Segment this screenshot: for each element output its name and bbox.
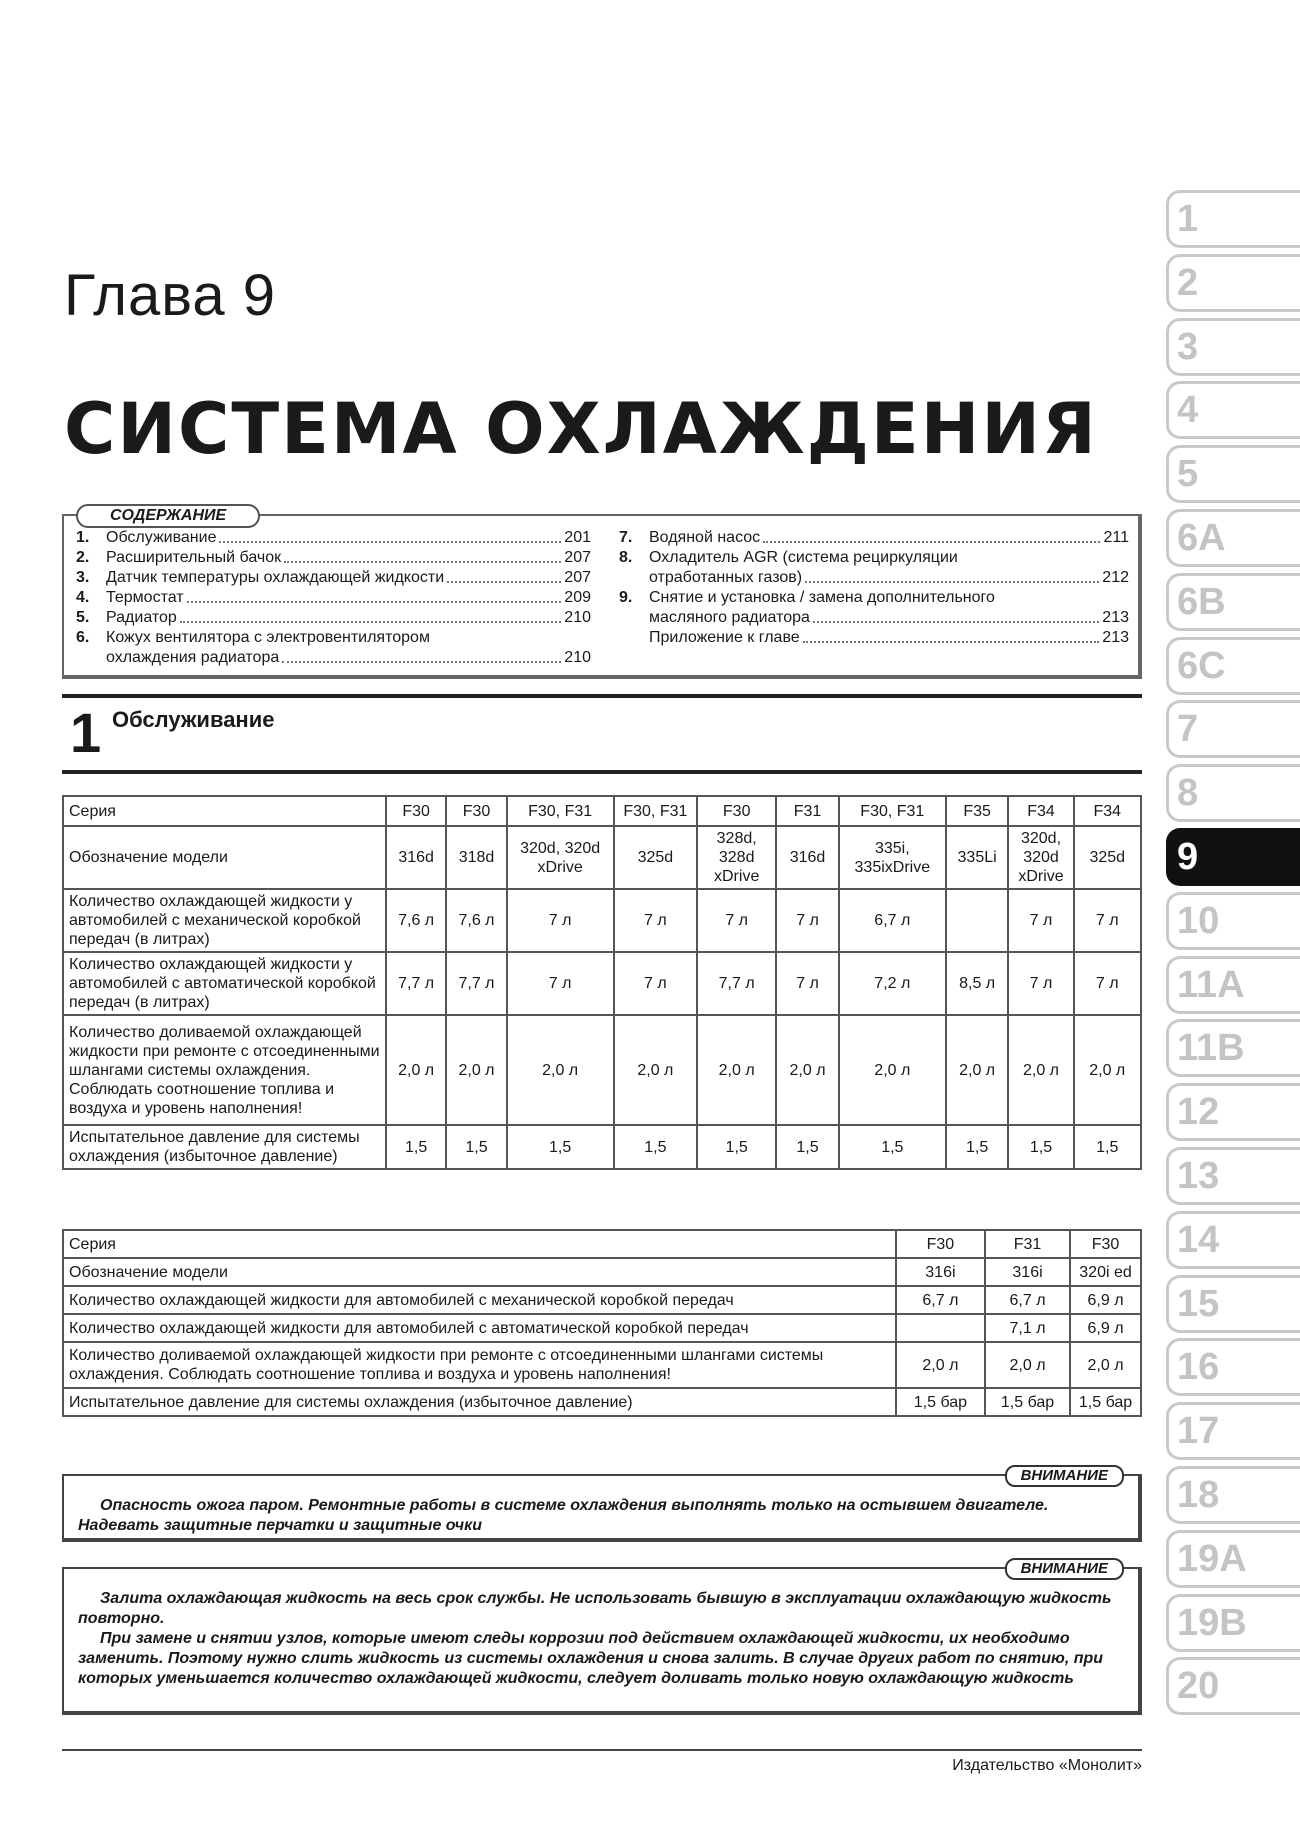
contents-line-label: Охладитель AGR (система рециркуляции [649, 549, 958, 566]
contents-item-text [106, 548, 591, 568]
table-cell: 6,7 л [896, 1286, 985, 1314]
contents-item-number: 2. [76, 549, 90, 566]
table-row [63, 1125, 1141, 1169]
table-row-label: Количество охлаждающей жидкости для автомобилей с автоматической коробкой передач [63, 1314, 896, 1342]
table-cell: 7 л [507, 952, 614, 1015]
contents-line-label: Датчик температуры охлаждающей жидкости [106, 569, 445, 586]
table-cell: 7,2 л [839, 952, 946, 1015]
chapter-tab-3[interactable]: 3 [1166, 318, 1300, 376]
contents-item-text [106, 608, 591, 628]
contents-tag: СОДЕРЖАНИЕ [76, 504, 260, 528]
table-cell: 7,6 л [446, 889, 506, 952]
table-row [63, 1286, 1141, 1314]
table-row-label: Испытательное давление для системы охлаждения (избыточное давление) [63, 1125, 386, 1169]
table-cell: 7 л [776, 889, 839, 952]
table-row [63, 1015, 1141, 1125]
table-cell: 7,7 л [446, 952, 506, 1015]
table-cell: 335Li [946, 826, 1009, 889]
chapter-tab-9[interactable]: 9 [1166, 828, 1300, 886]
table-cell: 6,9 л [1070, 1314, 1141, 1342]
contents-item [619, 528, 1129, 548]
table-cell: F30 [896, 1230, 985, 1258]
table-row-label: Испытательное давление для системы охлаждения (избыточное давление) [63, 1388, 896, 1416]
contents-leader-dots [282, 648, 561, 663]
contents-item-text [106, 588, 591, 608]
table-cell: F30, F31 [839, 796, 946, 826]
section-title: Обслуживание [112, 707, 275, 732]
contents-page-number: 210 [564, 649, 591, 666]
contents-line [649, 548, 1129, 568]
footer-rule [62, 1749, 1142, 1751]
contents-page-number: 213 [1102, 629, 1129, 646]
table-cell: 1,5 [1008, 1125, 1073, 1169]
contents-item-number: 9. [619, 589, 633, 606]
warning-tag: ВНИМАНИЕ [1005, 1465, 1124, 1487]
table-cell: 335i, 335ixDrive [839, 826, 946, 889]
chapter-tab-11a[interactable]: 11A [1166, 956, 1300, 1014]
contents-line [649, 608, 1129, 628]
chapter-tab-10[interactable]: 10 [1166, 892, 1300, 950]
contents-item-number: 4. [76, 589, 90, 606]
table-cell: 1,5 бар [1070, 1388, 1141, 1416]
contents-leader-dots [180, 608, 561, 623]
contents-item-number: 8. [619, 549, 633, 566]
table-cell: 6,7 л [985, 1286, 1070, 1314]
chapter-tab-16[interactable]: 16 [1166, 1338, 1300, 1396]
chapter-tab-19b[interactable]: 19B [1166, 1594, 1300, 1652]
footer-publisher: Издательство «Монолит» [952, 1757, 1142, 1774]
table-cell: 7 л [614, 889, 698, 952]
contents-item-text [106, 628, 591, 668]
contents-leader-dots [219, 528, 561, 543]
table-cell: F30 [446, 796, 506, 826]
table-cell: 7 л [1074, 889, 1141, 952]
table-cell: 7 л [1074, 952, 1141, 1015]
contents-item [76, 608, 591, 628]
contents-page-number: 210 [564, 609, 591, 626]
chapter-tab-12[interactable]: 12 [1166, 1083, 1300, 1141]
warning-box-burn [62, 1467, 1142, 1542]
contents-right-column [619, 528, 1129, 648]
contents-item [76, 528, 591, 548]
warning-tag: ВНИМАНИЕ [1005, 1558, 1124, 1580]
table-cell: 316i [985, 1258, 1070, 1286]
warning-box-coolant [62, 1560, 1142, 1715]
table-cell: 8,5 л [946, 952, 1009, 1015]
table-cell: 2,0 л [946, 1015, 1009, 1125]
chapter-tab-19a[interactable]: 19A [1166, 1530, 1300, 1588]
contents-line-label: Термостат [106, 589, 184, 606]
table-cell: 316d [776, 826, 839, 889]
contents-line [106, 588, 591, 608]
warning-text: При замене и снятии узлов, которые имеют следы коррозии под действием охлаждающей жидкости, их необходимо заменить. Поэтому нужно слить жидкость из системы охлаждения и снова залить. В случае других работ по снятию, при которых уменьшается количество охлаждающей жидкости, следует доливать только новую охлаждающую жидкость [78, 1630, 1104, 1687]
table-cell: 316i [896, 1258, 985, 1286]
table-cell: 2,0 л [1070, 1342, 1141, 1388]
contents-line [106, 568, 591, 588]
table-cell: 2,0 л [776, 1015, 839, 1125]
table-cell: 2,0 л [386, 1015, 446, 1125]
table-row-label: Обозначение модели [63, 1258, 896, 1286]
table-row [63, 796, 1141, 826]
table-cell: 7 л [507, 889, 614, 952]
table-row [63, 1258, 1141, 1286]
table-row-label: Серия [63, 796, 386, 826]
table-cell: 2,0 л [1008, 1015, 1073, 1125]
contents-item-text [649, 588, 1129, 628]
contents-item-number: 5. [76, 609, 90, 626]
table-cell: F35 [946, 796, 1009, 826]
chapter-tab-7[interactable]: 7 [1166, 700, 1300, 758]
table-cell: 2,0 л [446, 1015, 506, 1125]
table-cell: 318d [446, 826, 506, 889]
table-cell: 7,7 л [386, 952, 446, 1015]
table-row-label: Серия [63, 1230, 896, 1258]
table-cell [946, 889, 1009, 952]
table-row-label: Обозначение модели [63, 826, 386, 889]
contents-line-label: охлаждения радиатора [106, 649, 280, 666]
section-rule-bottom [62, 770, 1142, 774]
contents-item [76, 548, 591, 568]
table-cell: F34 [1074, 796, 1141, 826]
warning-text: Залита охлаждающая жидкость на весь срок службы. Не использовать бывшую в эксплуатации охлаждающую жидкость повторно. [78, 1590, 1112, 1627]
spec-table-petrol [62, 1229, 1142, 1417]
warning-text: Опасность ожога паром. Ремонтные работы в системе охлаждения выполнять только на остывшем двигателе. [100, 1497, 1049, 1514]
contents-item-text [106, 528, 591, 548]
contents-line-label: Кожух вентилятора с электровентилятором [106, 629, 430, 646]
chapter-tab-11b[interactable]: 11B [1166, 1019, 1300, 1077]
table-row-label: Количество доливаемой охлаждающей жидкости при ремонте с отсоединенными шлангами системы охлаждения. Соблюдать соотношение топлива и воздуха и уровень наполнения! [63, 1015, 386, 1125]
spec-table-diesel [62, 795, 1142, 1170]
table-cell: 7 л [697, 889, 776, 952]
table-cell: 7,6 л [386, 889, 446, 952]
table-row [63, 889, 1141, 952]
contents-page-number: 213 [1102, 609, 1129, 626]
chapter-tab-17[interactable]: 17 [1166, 1402, 1300, 1460]
table-row [63, 1314, 1141, 1342]
contents-line [106, 608, 591, 628]
table-cell: 325d [614, 826, 698, 889]
table-cell: 6,7 л [839, 889, 946, 952]
chapter-tab-15[interactable]: 15 [1166, 1275, 1300, 1333]
table-cell: 1,5 [946, 1125, 1009, 1169]
contents-item-text [649, 628, 1129, 648]
contents-item-text [106, 568, 591, 588]
table-row-label: Количество охлаждающей жидкости для автомобилей с механической коробкой передач [63, 1286, 896, 1314]
table-cell: 1,5 [386, 1125, 446, 1169]
contents-page-number: 201 [564, 529, 591, 546]
contents-item-number: 7. [619, 529, 633, 546]
contents-item [619, 548, 1129, 588]
contents-item-text [649, 528, 1129, 548]
contents-leader-dots [805, 568, 1099, 583]
table-cell: 2,0 л [697, 1015, 776, 1125]
chapter-label: Глава 9 [64, 263, 277, 328]
contents-box [62, 507, 1142, 679]
contents-leader-dots [187, 588, 562, 603]
contents-line-label: Снятие и установка / замена дополнительного [649, 589, 995, 606]
table-cell: F31 [776, 796, 839, 826]
contents-leader-dots [447, 568, 561, 583]
contents-leader-dots [803, 628, 1100, 643]
contents-page-number: 207 [564, 549, 591, 566]
table-cell: 1,5 бар [896, 1388, 985, 1416]
table-cell: 2,0 л [985, 1342, 1070, 1388]
chapter-tabs [1166, 190, 1300, 1721]
contents-line-label: Приложение к главе [649, 629, 800, 646]
chapter-tab-14[interactable]: 14 [1166, 1211, 1300, 1269]
contents-leader-dots [284, 548, 561, 563]
chapter-tab-2[interactable]: 2 [1166, 254, 1300, 312]
contents-leader-dots [763, 528, 1100, 543]
contents-line [106, 648, 591, 668]
chapter-tab-20[interactable]: 20 [1166, 1657, 1300, 1715]
table-cell: F30, F31 [507, 796, 614, 826]
section-rule-top [62, 694, 1142, 698]
contents-line [649, 588, 1129, 608]
table-row-label: Количество охлаждающей жидкости у автомобилей с автоматической коробкой передач (в литрах) [63, 952, 386, 1015]
contents-item [619, 628, 1129, 648]
table-cell: 2,0 л [896, 1342, 985, 1388]
table-cell: F30 [1070, 1230, 1141, 1258]
table-cell: 320d, 320d xDrive [507, 826, 614, 889]
table-cell: 325d [1074, 826, 1141, 889]
table-cell: 320d, 320d xDrive [1008, 826, 1073, 889]
table-row [63, 826, 1141, 889]
contents-leader-dots [813, 608, 1099, 623]
contents-line [106, 628, 591, 648]
contents-line [649, 628, 1129, 648]
contents-page-number: 212 [1102, 569, 1129, 586]
table-row [63, 1388, 1141, 1416]
table-cell: 1,5 [839, 1125, 946, 1169]
warning-text: Надевать защитные перчатки и защитные очки [78, 1517, 482, 1534]
table-cell: F30 [697, 796, 776, 826]
chapter-tab-13[interactable]: 13 [1166, 1147, 1300, 1205]
table-cell: 1,5 [776, 1125, 839, 1169]
contents-line-label: Водяной насос [649, 529, 761, 546]
table-cell: 1,5 [1074, 1125, 1141, 1169]
chapter-tab-6a[interactable]: 6A [1166, 509, 1300, 567]
table-cell: 316d [386, 826, 446, 889]
contents-line-label: отработанных газов) [649, 569, 803, 586]
contents-line [649, 568, 1129, 588]
contents-item-number: 1. [76, 529, 90, 546]
contents-line [106, 528, 591, 548]
table-cell: 6,9 л [1070, 1286, 1141, 1314]
table-cell [896, 1314, 985, 1342]
contents-line [106, 548, 591, 568]
contents-item [76, 568, 591, 588]
chapter-tab-5[interactable]: 5 [1166, 445, 1300, 503]
table-cell: 7 л [1008, 952, 1073, 1015]
table-cell: 7 л [614, 952, 698, 1015]
table-cell: 1,5 [507, 1125, 614, 1169]
table-cell: F31 [985, 1230, 1070, 1258]
table-cell: 1,5 [697, 1125, 776, 1169]
table-row-label: Количество доливаемой охлаждающей жидкости при ремонте с отсоединенными шлангами системы охлаждения. Соблюдать соотношение топлива и воздуха и уровень наполнения! [63, 1342, 896, 1388]
table-cell: F30 [386, 796, 446, 826]
table-cell: 7 л [1008, 889, 1073, 952]
contents-line [649, 528, 1129, 548]
chapter-tab-4[interactable]: 4 [1166, 381, 1300, 439]
contents-item-text [649, 548, 1129, 588]
contents-item-number: 3. [76, 569, 90, 586]
contents-page-number: 211 [1103, 529, 1129, 546]
table-cell: 1,5 [614, 1125, 698, 1169]
table-row [63, 952, 1141, 1015]
table-cell: 7,1 л [985, 1314, 1070, 1342]
table-cell: 2,0 л [839, 1015, 946, 1125]
chapter-tab-8[interactable]: 8 [1166, 764, 1300, 822]
table-cell: 320i ed [1070, 1258, 1141, 1286]
contents-item [76, 588, 591, 608]
table-cell: 2,0 л [507, 1015, 614, 1125]
contents-line-label: Расширительный бачок [106, 549, 282, 566]
chapter-tab-6c[interactable]: 6C [1166, 637, 1300, 695]
chapter-tab-18[interactable]: 18 [1166, 1466, 1300, 1524]
table-cell: 328d, 328d xDrive [697, 826, 776, 889]
table-cell: 2,0 л [614, 1015, 698, 1125]
table-row-label: Количество охлаждающей жидкости у автомобилей с механической коробкой передач (в литрах) [63, 889, 386, 952]
contents-item-number: 6. [76, 629, 90, 646]
table-cell: F30, F31 [614, 796, 698, 826]
table-cell: F34 [1008, 796, 1073, 826]
chapter-tab-6b[interactable]: 6B [1166, 573, 1300, 631]
table-cell: 7 л [776, 952, 839, 1015]
contents-line-label: масляного радиатора [649, 609, 810, 626]
table-row [63, 1342, 1141, 1388]
table-cell: 1,5 бар [985, 1388, 1070, 1416]
section-number: 1 [70, 701, 102, 764]
contents-item [619, 588, 1129, 628]
contents-line-label: Обслуживание [106, 529, 217, 546]
contents-item [76, 628, 591, 668]
chapter-title: СИСТЕМА ОХЛАЖДЕНИЯ [64, 388, 1098, 470]
contents-page-number: 209 [564, 589, 591, 606]
table-cell: 1,5 [446, 1125, 506, 1169]
chapter-tab-1[interactable]: 1 [1166, 190, 1300, 248]
contents-line-label: Радиатор [106, 609, 177, 626]
contents-left-column [76, 528, 591, 668]
table-cell: 7,7 л [697, 952, 776, 1015]
contents-page-number: 207 [564, 569, 591, 586]
table-cell: 2,0 л [1074, 1015, 1141, 1125]
table-row [63, 1230, 1141, 1258]
